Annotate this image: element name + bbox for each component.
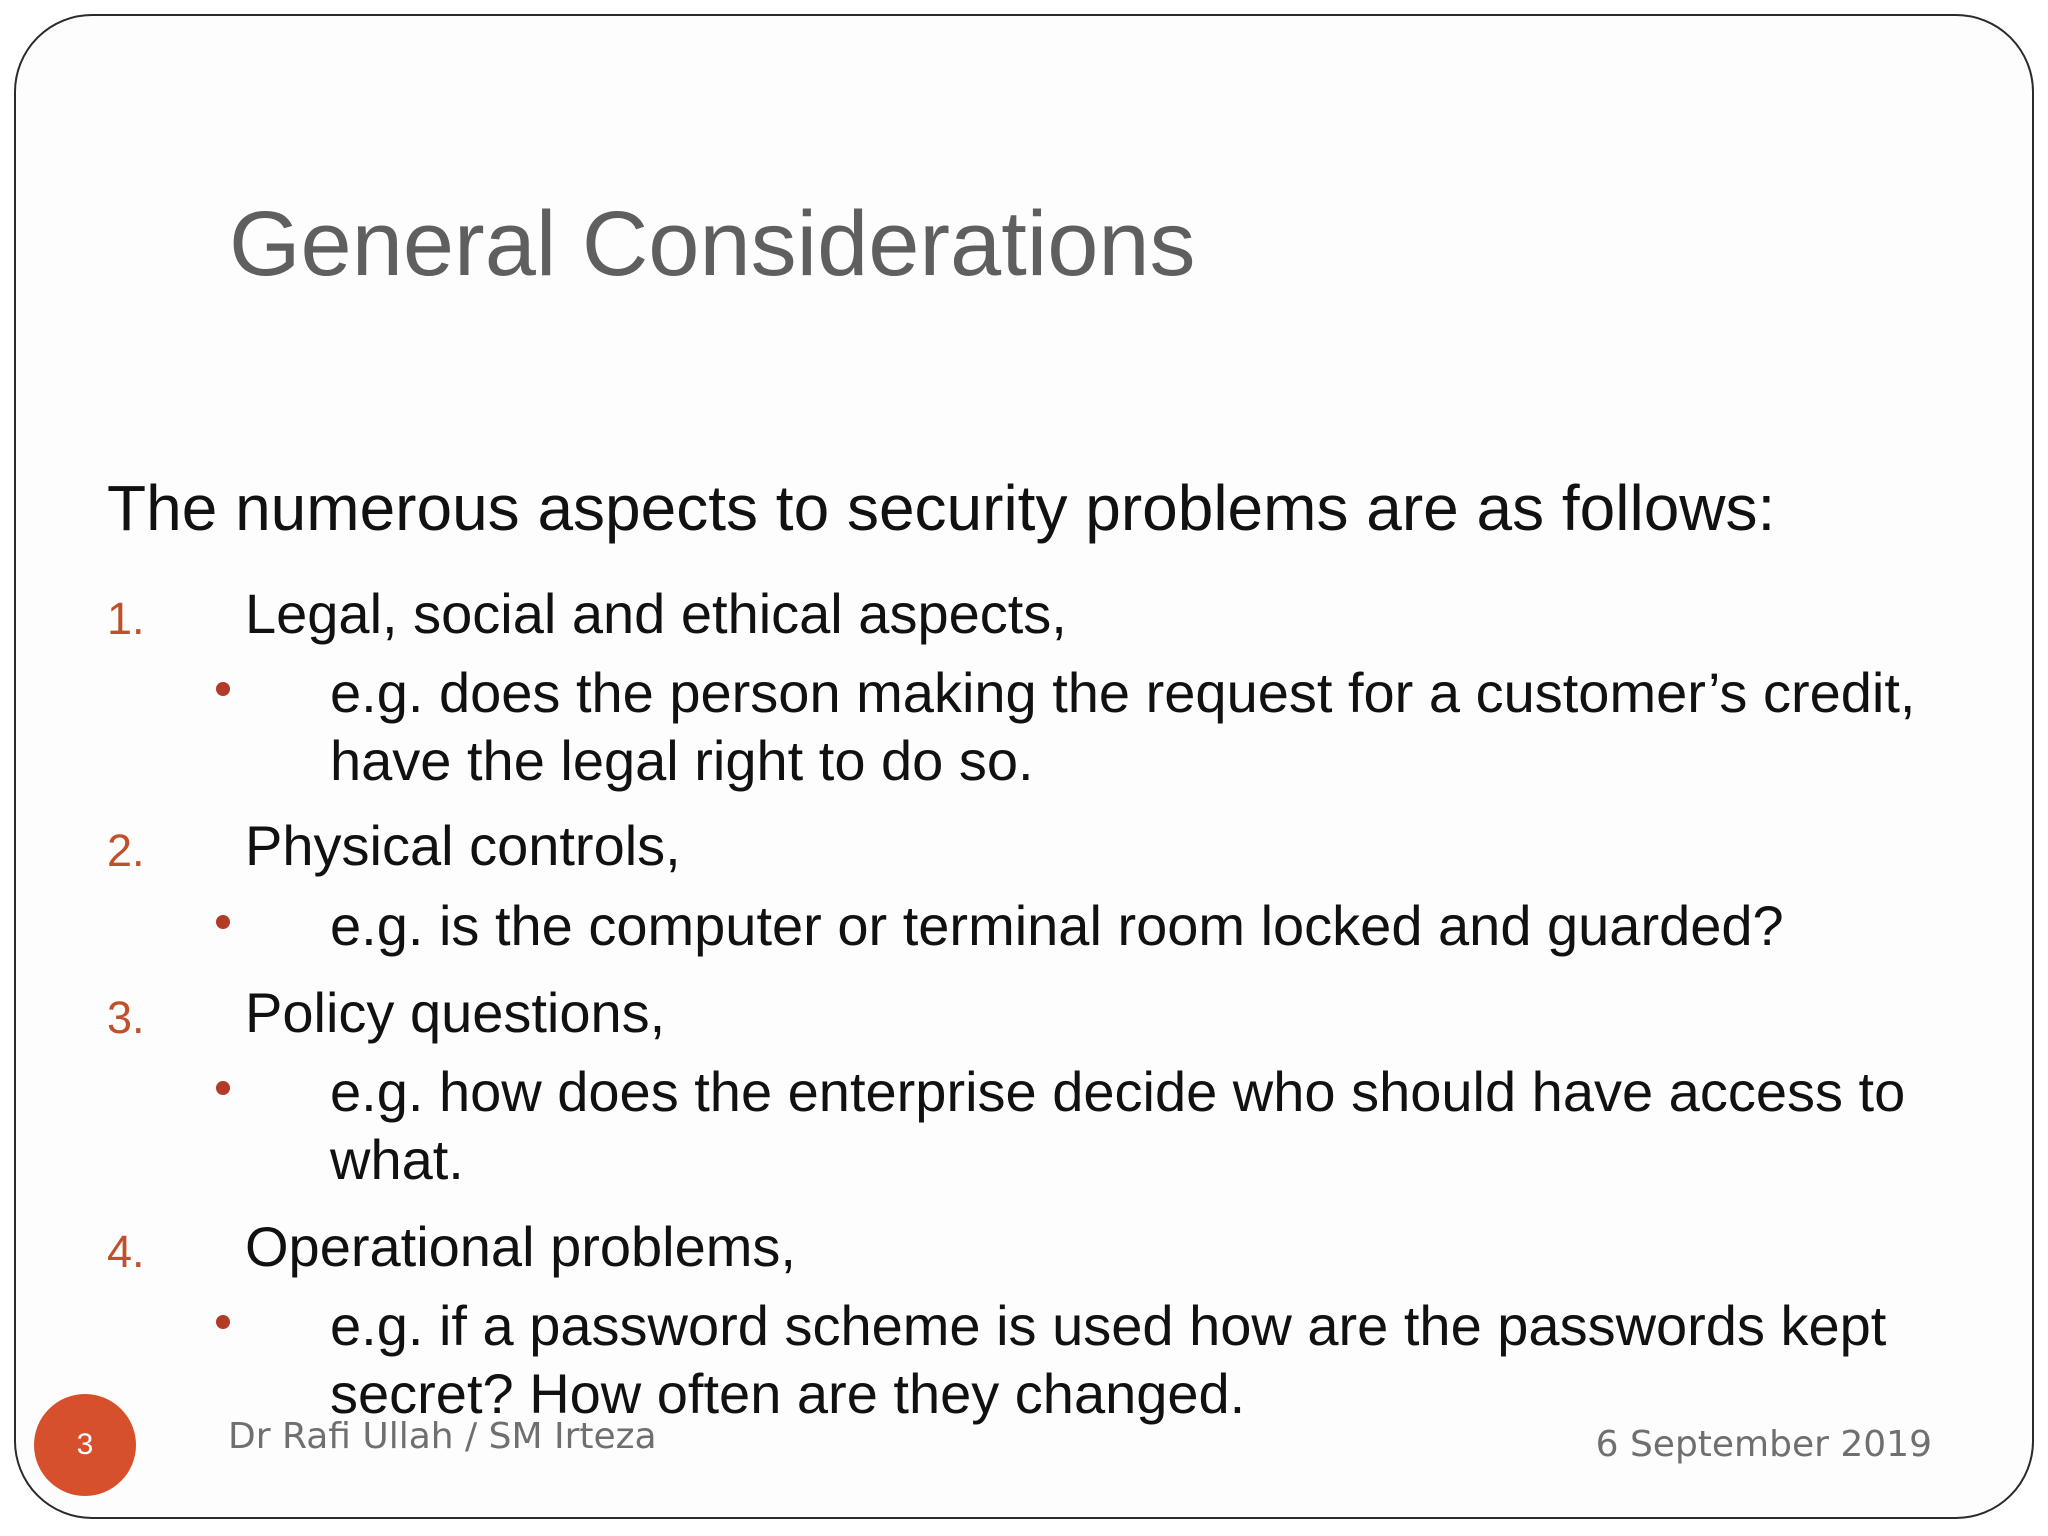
- bullet-dot-2: [216, 915, 230, 929]
- item-text-1: Legal, social and ethical aspects,: [245, 582, 1067, 645]
- item-text-3: Policy questions,: [245, 981, 666, 1044]
- page-number: 3: [76, 1428, 94, 1461]
- item-sub-2: e.g. is the computer or terminal room locked and guarded?: [330, 894, 1784, 957]
- intro-text: The numerous aspects to security problems are as follows:: [107, 472, 1776, 544]
- item-text-2: Physical controls,: [245, 814, 681, 877]
- bullet-dot-1: [216, 682, 230, 696]
- item-sub-3: e.g. how does the enterprise decide who should have access to what.: [330, 1060, 1906, 1191]
- page-number-badge: [34, 1394, 136, 1496]
- bullet-dot-3: [216, 1081, 230, 1095]
- item-number-2: 2.: [107, 825, 145, 876]
- bullet-dot-4: [216, 1315, 230, 1329]
- item-number-1: 1.: [107, 593, 145, 644]
- footer-authors: Dr Rafi Ullah / SM Irteza: [228, 1416, 657, 1457]
- item-sub-4: e.g. if a password scheme is used how are the passwords kept secret? How often are they changed.: [330, 1294, 1887, 1425]
- item-sub-1: e.g. does the person making the request for a customer’s credit, have the legal right to do so.: [330, 661, 1916, 792]
- slide-frame: [14, 14, 2034, 1519]
- item-text-4: Operational problems,: [245, 1215, 796, 1278]
- item-number-3: 3.: [107, 992, 145, 1043]
- footer-date: 6 September 2019: [1595, 1424, 1932, 1465]
- item-number-4: 4.: [107, 1226, 145, 1277]
- slide-title: General Considerations: [229, 193, 1196, 295]
